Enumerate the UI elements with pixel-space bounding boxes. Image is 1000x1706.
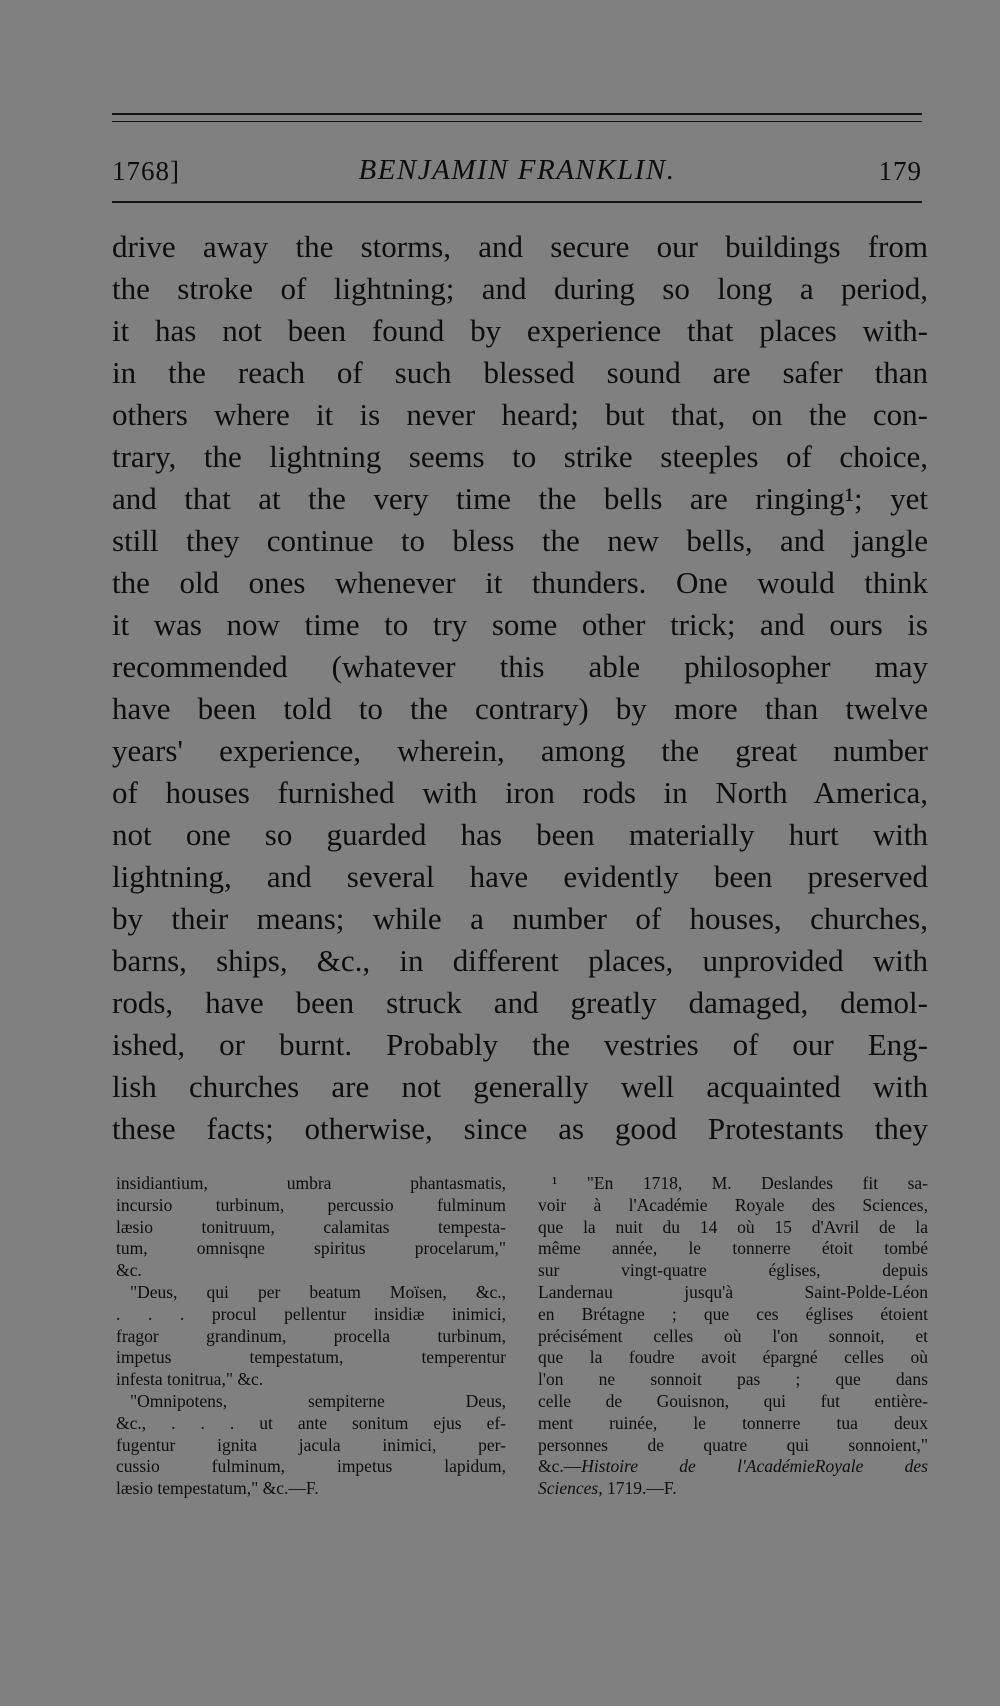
- footnote-suffix: 1719.—F.: [602, 1478, 677, 1499]
- text-line: rods, have been struck and greatly damaged, demol-: [112, 985, 928, 1020]
- page-number: 179: [878, 156, 922, 186]
- text-line: drive away the storms, and secure our buildings from: [112, 229, 928, 264]
- footnote-source-title: Histoire de l'AcadémieRoyale des: [581, 1456, 928, 1477]
- footnote-line: infesta tonitrua," &c.: [116, 1369, 264, 1390]
- footnote-line: Landernau jusqu'à Saint-Polde-Léon: [538, 1281, 928, 1302]
- text-line: it was now time to try some other trick; and ours is: [112, 607, 928, 642]
- text-line: by their means; while a number of houses, churches,: [112, 901, 928, 936]
- footnote-line: cussio fulminum, impetus lapidum,: [116, 1456, 506, 1477]
- footnote-line: celle de Gouisnon, qui fut entière-: [538, 1390, 928, 1411]
- text-line: of houses furnished with iron rods in North America,: [112, 775, 928, 810]
- footnote-line: voir à l'Académie Royale des Sciences,: [538, 1194, 928, 1215]
- text-line: not one so guarded has been materially hurt with: [112, 817, 928, 852]
- footnote-line: même année, le tonnerre étoit tombé: [538, 1238, 928, 1259]
- footnote-line: insidiantium, umbra phantasmatis,: [116, 1173, 506, 1193]
- text-line: lightning, and several have evidently been preserved: [112, 859, 928, 894]
- footnote-line: tum, omnisqne spiritus procelarum,": [116, 1238, 506, 1259]
- footnote-right-column: [538, 1173, 928, 1500]
- footnote-line: &c.: [116, 1260, 142, 1281]
- text-line: the stroke of lightning; and during so long a period,: [112, 271, 928, 306]
- text-line: in the reach of such blessed sound are safer than: [112, 355, 928, 390]
- page-header: [112, 150, 922, 190]
- header-rule: [112, 201, 922, 203]
- text-line: these facts; otherwise, since as good Protestants they: [112, 1111, 928, 1146]
- footnote-line: que la nuit du 14 où 15 d'Avril de la: [538, 1216, 928, 1237]
- footnote-line: [538, 1478, 928, 1500]
- text-line: have been told to the contrary) by more than twelve: [112, 691, 928, 726]
- footnote-line: fugentur ignita jacula inimici, per-: [116, 1434, 506, 1455]
- footnote-line: "Deus, qui per beatum Moïsen, &c.,: [130, 1281, 506, 1302]
- footnote-line: personnes de quatre qui sonnoient,": [538, 1434, 928, 1455]
- text-line: lish churches are not generally well acquainted with: [112, 1069, 928, 1104]
- top-rule-thick: [112, 113, 922, 115]
- text-line: trary, the lightning seems to strike steeples of choice,: [112, 439, 928, 474]
- text-line: the old ones whenever it thunders. One would think: [112, 565, 928, 600]
- top-rule-thin: [112, 121, 922, 122]
- text-line: recommended (whatever this able philosopher may: [112, 649, 928, 684]
- footnote-line: ment ruinée, le tonnerre tua deux: [538, 1412, 928, 1433]
- footnote-line: . . . procul pellentur insidiæ inimici,: [116, 1303, 506, 1324]
- footnote-line: fragor grandinum, procella turbinum,: [116, 1325, 506, 1346]
- header-year: 1768]: [112, 156, 180, 186]
- footnote-line: "Omnipotens, sempiterne Deus,: [130, 1390, 506, 1411]
- text-line: and that at the very time the bells are ringing¹; yet: [112, 481, 928, 516]
- footnote-line: ¹ "En 1718, M. Deslandes fit sa-: [552, 1173, 928, 1193]
- footnote-line: impetus tempestatum, temperentur: [116, 1347, 506, 1368]
- text-line: it has not been found by experience that places with-: [112, 313, 928, 348]
- footnote-line: læsio tonitruum, calamitas tempesta-: [116, 1216, 506, 1237]
- main-text: [112, 226, 928, 1150]
- footnote-line: &c., . . . ut ante sonitum ejus ef-: [116, 1412, 506, 1433]
- text-line: others where it is never heard; but that, on the con-: [112, 397, 928, 432]
- running-title: BENJAMIN FRANKLIN.: [358, 154, 676, 186]
- footnote-source-title-cont: Sciences,: [538, 1478, 603, 1499]
- footnote-prefix: &c.—: [538, 1456, 582, 1477]
- footnote-line: sur vingt-quatre églises, depuis: [538, 1260, 928, 1281]
- footnote-line: que la foudre avoit épargné celles où: [538, 1347, 928, 1368]
- footnote-line: précisément celles où l'on sonnoit, et: [538, 1325, 928, 1346]
- text-line: years' experience, wherein, among the great number: [112, 733, 928, 768]
- footnote-line: incursio turbinum, percussio fulminum: [116, 1194, 506, 1215]
- footnote-left-column: [116, 1173, 506, 1500]
- footnote-line: [538, 1456, 928, 1478]
- text-line: still they continue to bless the new bells, and jangle: [112, 523, 928, 558]
- footnote-line: l'on ne sonnoit pas ; que dans: [538, 1369, 928, 1390]
- text-line: ished, or burnt. Probably the vestries of our Eng-: [112, 1027, 928, 1062]
- footnote-line: læsio tempestatum," &c.—F.: [116, 1478, 319, 1499]
- footnote-line: en Brétagne ; que ces églises étoient: [538, 1303, 928, 1324]
- text-line: barns, ships, &c., in different places, unprovided with: [112, 943, 928, 978]
